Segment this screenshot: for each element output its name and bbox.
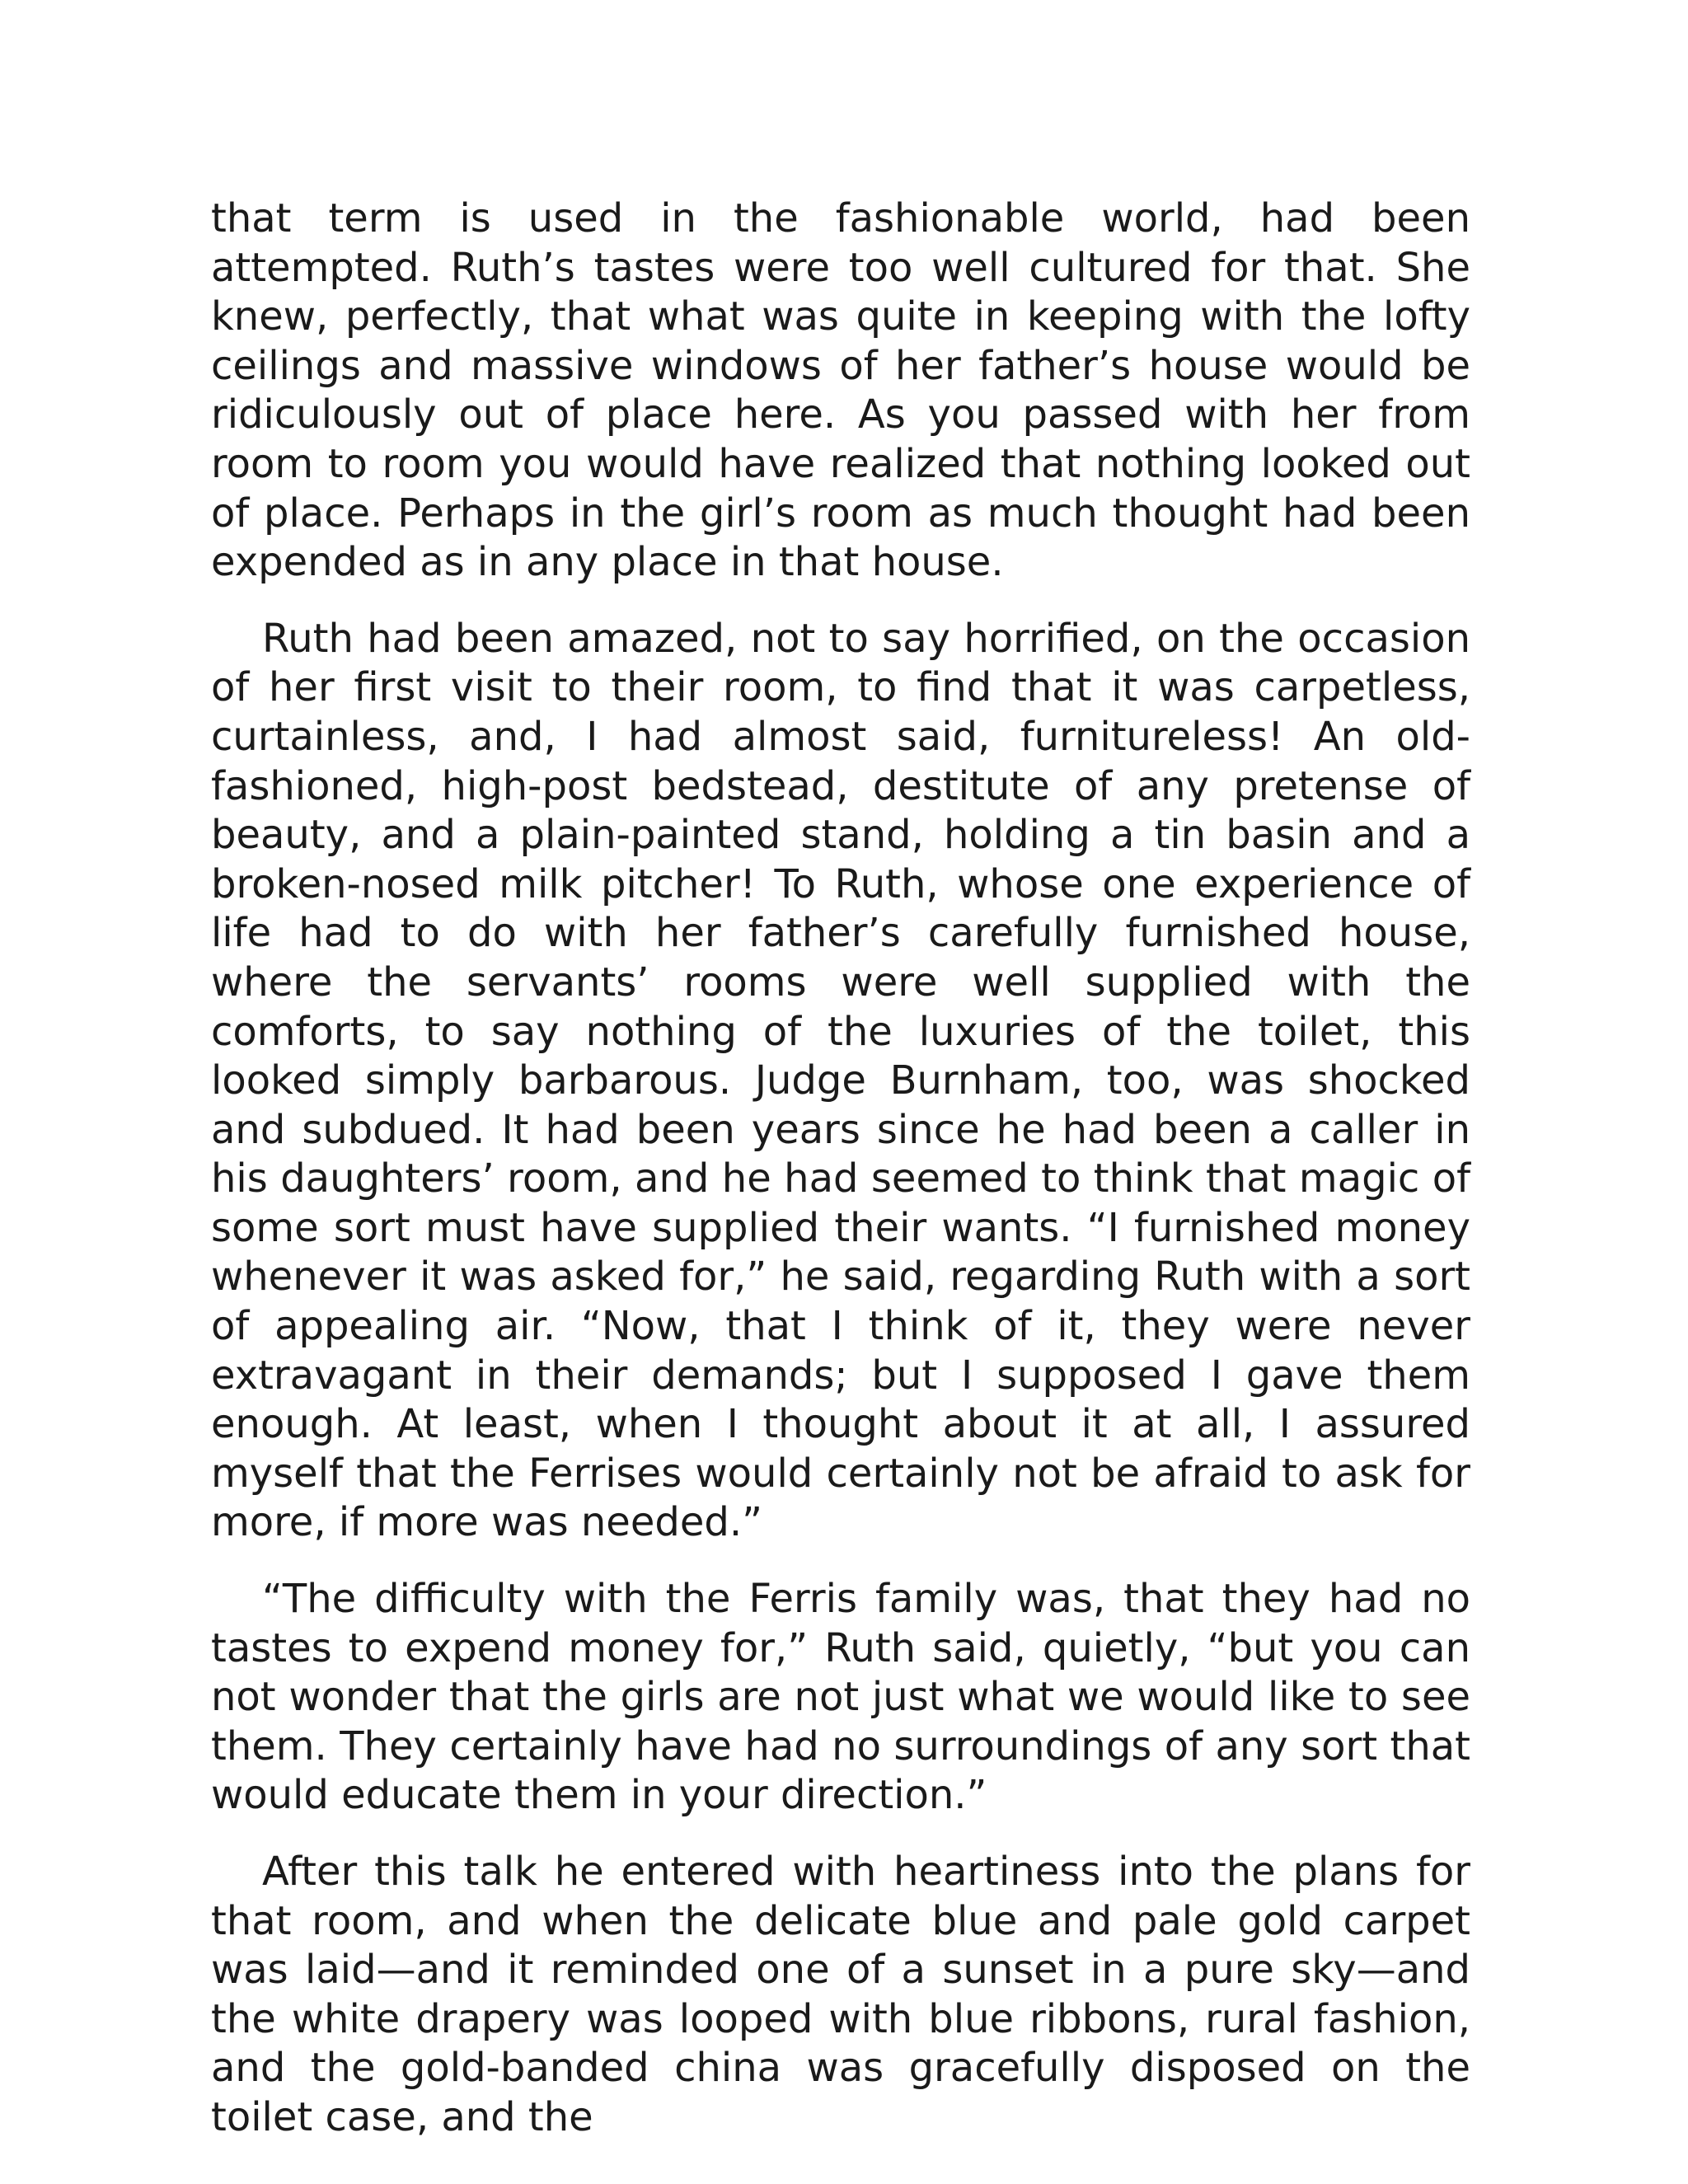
paragraph-3: “The difficulty with the Ferris family was, that they had no tastes to expend money for,” Ruth said, quietly, “but you can not wonder that the girls are not just what we would like to see them. They certainly have had no surroundings of any sort that would educate them in your direction.” bbox=[211, 1576, 1470, 1819]
paragraph-2: Ruth had been amazed, not to say horrified, on the occasion of her first visit to their room, to find that it was carpetless, curtainless, and, I had almost said, furnitureless! An old-fashioned, high-post bedstead, destitute of any pretense of beauty, and a plain-painted stand, holding a tin basin and a broken-nosed milk pitcher! To Ruth, whose one experience of life had to do with her father’s carefully furnished house, where the servants’ rooms were well supplied with the comforts, to say nothing of the luxuries of the toilet, this looked simply barbarous. Judge Burnham, too, was shocked and subdued. It had been years since he had been a caller in his daughters’ room, and he had seemed to think that magic of some sort must have supplied their wants. “I furnished money whenever it was asked for,” he said, regarding Ruth with a sort of appealing air. “Now, that I think of it, they were never extravagant in their demands; but I supposed I gave them enough. At least, when I thought about it at all, I assured myself that the Ferrises would certainly not be afraid to ask for more, if more was needed.” bbox=[211, 615, 1470, 1546]
paragraph-1: that term is used in the fashionable world, had been attempted. Ruth’s tastes were too well cultured for that. She knew, perfectly, that what was quite in keeping with the lofty ceilings and massive windows of her father’s house would be ridiculously out of place here. As you passed with her from room to room you would have realized that nothing looked out of place. Perhaps in the girl’s room as much thought had been expended as in any place in that house. bbox=[211, 195, 1470, 586]
paragraph-4: After this talk he entered with heartiness into the plans for that room, and when the delicate blue and pale gold carpet was laid—and it reminded one of a sunset in a pure sky—and the white drapery was looped with blue ribbons, rural fashion, and the gold-banded china was gracefully disposed on the toilet case, and the bbox=[211, 1849, 1470, 2140]
body-text bbox=[211, 194, 1470, 2170]
